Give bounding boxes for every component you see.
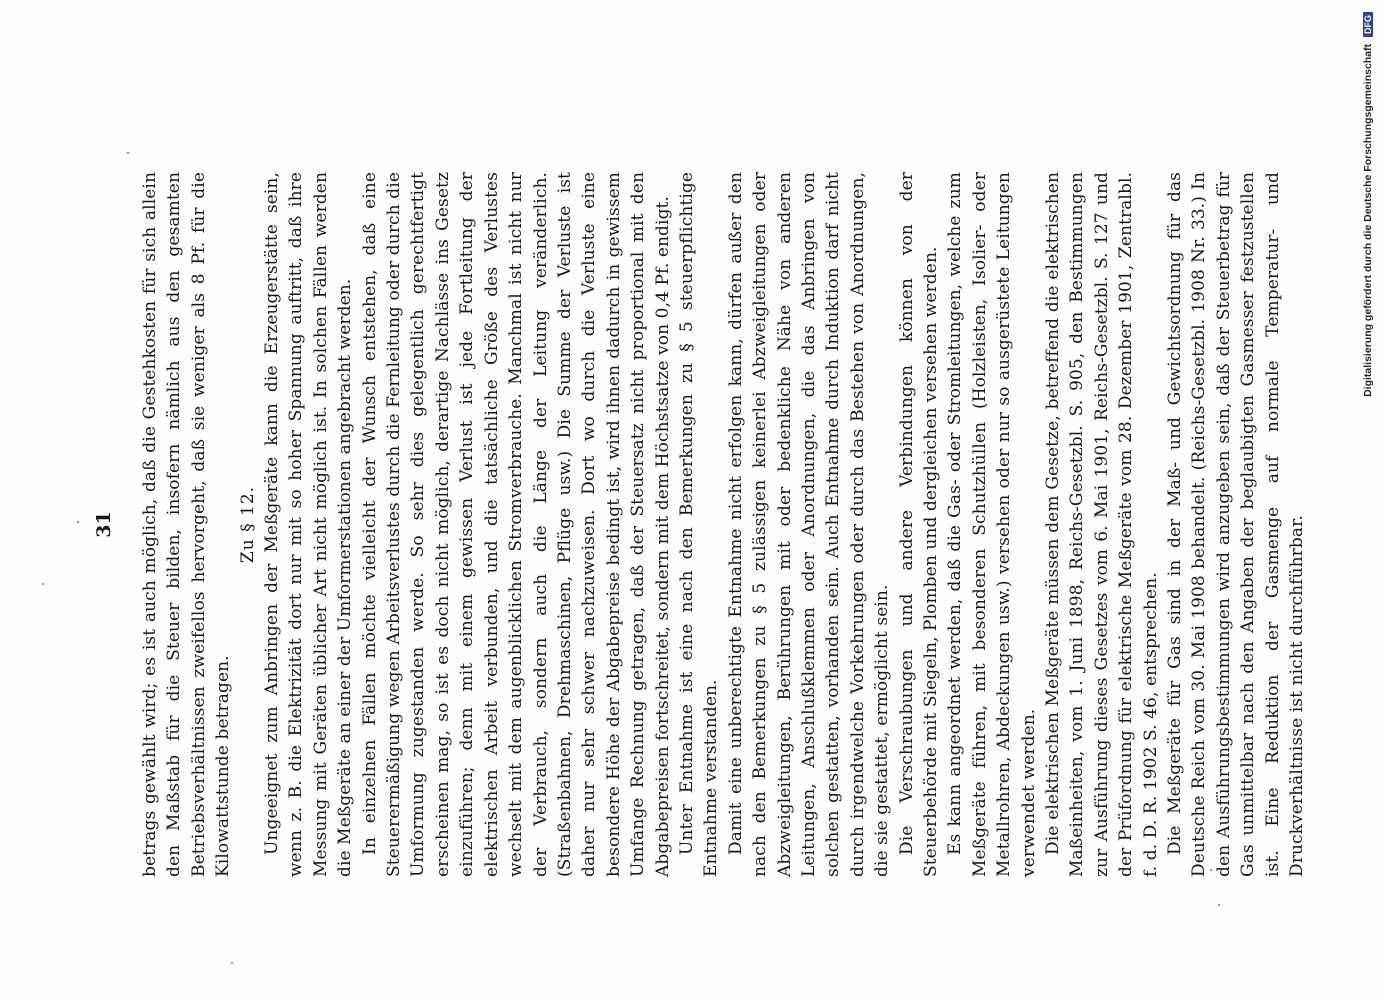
paragraph: Damit eine unberechtigte Entnahme nicht erfolgen kann, dürfen außer den nach den Bemerkungen zu § 5 zulässigen keinerlei Abzweigleitungen oder Abzweigleitungen, Berührungen mit oder bedenkliche Nähe von anderen Leitungen, Anschlußklemmen oder Anordnungen, die das Anbringen von solchen gestatten, vorhanden sein. Auch Entnahme durch Induktion darf nicht durch irgendwelche Vorkehrungen oder durch das Bestehen von Anordnungen, die sie gestattet, ermöglicht sein. [725,172,893,877]
paragraph: Ungeeignet zum Anbringen der Meßgeräte kann die Erzeugerstätte sein, wenn z. B. die Elektrizität dort nur mit so hoher Spannung auftritt, daß ihre Messung mit Geräten üblicher Art nicht möglich ist. In solchen Fällen werden die Meßgeräte an einer der Umformerstationen angebracht werden. [262,172,356,877]
scan-speck [1210,869,1212,871]
digitization-credit [1362,12,1378,972]
paragraph: Die elektrischen Meßgeräte müssen dem Gesetze, betreffend die elektrischen Maßeinheiten, vom 1. Juni 1898, Reichs-Gesetzbl. S. 905, den Bestimmungen zur Ausführung dieses Gesetzes vom 6. Mai 1901, Reichs-Gesetzbl. S. 127 und der Prüfordnung für elektrische Meßgeräte vom 28. Dezember 1901, Zentralbl. f. d. D. R. 1902 S. 46, entsprechen. [1043,172,1161,877]
paragraph: Unter Entnahme ist eine nach den Bemerkungen zu § 5 steuerpflichtige Entnahme verstanden. [676,172,722,877]
dfg-logo: DFG [1363,12,1373,37]
paragraph: Die Verschraubungen und andere Verbindungen können von der Steuerbehörde mit Siegeln, Plomben und dergleichen versehen werden. [896,172,941,877]
scan-speck [1218,904,1220,906]
body-text [138,172,1310,877]
credit-text: Digitalisierung gefördert durch die Deutsche Forschungsgemeinschaft [1362,43,1374,397]
scan-speck [77,521,79,523]
paragraph: betrags gewählt wird; es ist auch möglich, daß die Gestehkosten für sich allein den Maßstab für die Steuer bilden, insofern nämlich aus den gesamten Betriebsverhältnissen zweifellos hervorgeht, daß sie weniger als 8 Pf. für die Kilowattstunde betragen. [140,172,234,877]
paragraph: Die Meßgeräte für Gas sind in der Maß- und Gewichtsordnung für das Deutsche Reich vom 30. Mai 1908 behandelt. (Reichs-Gesetzbl. 1908 Nr. 33.) In den Ausführungsbestimmungen wird anzugeben sein, daß der Steuerbetrag für Gas unmittelbar nach den Angaben der beglaubigten Gasmesser festzustellen ist. Eine Reduktion der Gasmenge auf normale Temperatur- und Druckverhältnisse ist nicht durchführbar. [1165,172,1308,877]
rotated-page [93,172,1308,877]
scan-speck [231,962,233,964]
section-heading: Zu § 12. [237,485,258,564]
paragraph: Es kann angeordnet werden, daß die Gas- oder Stromleitungen, welche zum Meßgeräte führen, mit besonderen Schutzhüllen (Holzleisten, Isolier- oder Metallrohren, Abdeckungen usw.) versehen oder nur so ausgerüstete Leitungen verwendet werden. [945,172,1039,877]
scan-speck [42,583,44,585]
paragraph: In einzelnen Fällen möchte vielleicht der Wunsch entstehen, daß eine Steuerermäßigung wegen Arbeitsverlustes durch die Fernleitung oder durch die Umformung zugestanden werde. So sehr dies gelegentlich gerechtfertigt erscheinen mag, so ist es doch nicht möglich, derartige Nachlässe ins Gesetz einzuführen; denn mit einem gewissen Verlust ist jede Fortleitung der elektrischen Arbeit verbunden, und die tatsächliche Größe des Verlustes wechselt mit dem augenblicklichen Stromverbrauche. Manchmal ist nicht nur der Verbrauch, sondern auch die Länge der Leitung veränderlich. (Straßenbahnen, Drehmaschinen, Pflüge usw.) Die Summe der Verluste ist daher nur sehr schwer nachzuweisen. Dort wo durch die Verluste eine besondere Höhe der Abgabepreise bedingt ist, wird ihnen dadurch in gewissem Umfange Rechnung getragen, daß der Steuersatz nicht proportional mit den Abgabepreisen fortschreitet, sondern mit dem Höchstsatze von 0,4 Pf. endigt. [359,172,673,877]
scan-speck [127,152,129,154]
page-number: 31 [93,511,115,538]
